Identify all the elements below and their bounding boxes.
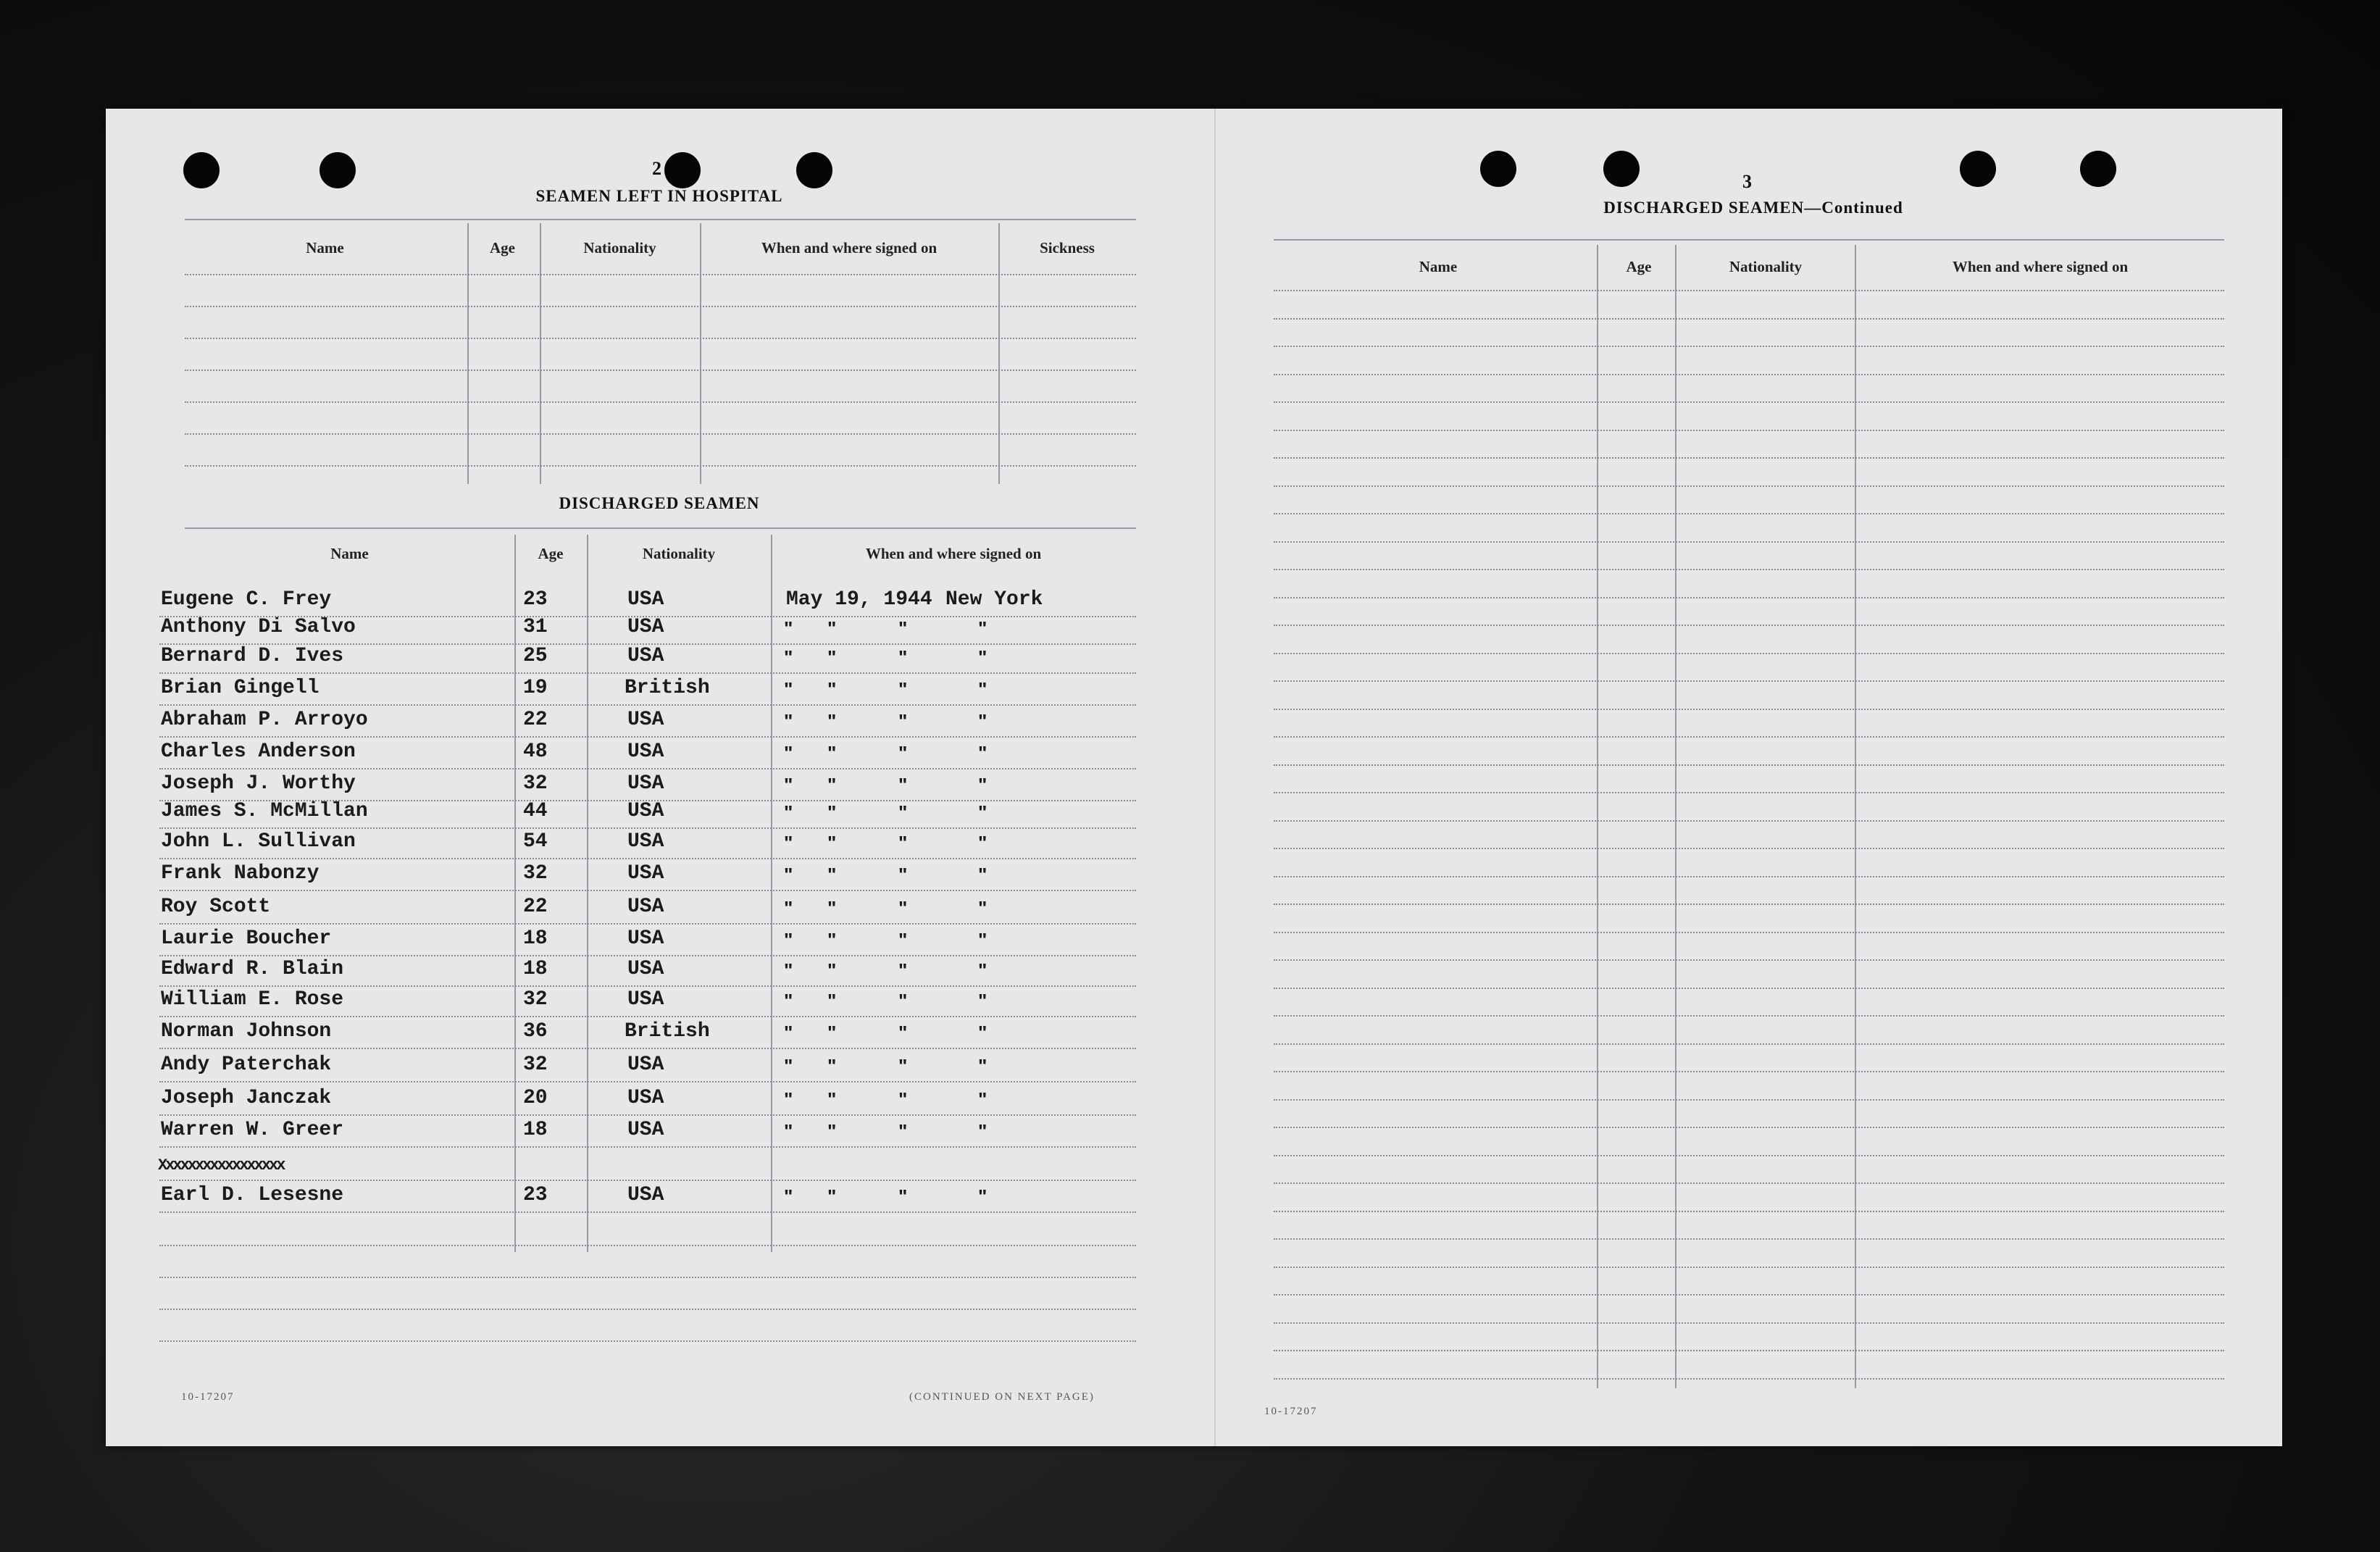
ditto-mark: " bbox=[978, 774, 988, 796]
row-rule bbox=[159, 985, 1136, 987]
ditto-mark: " bbox=[898, 1185, 908, 1207]
column-divider bbox=[1675, 245, 1677, 1388]
row-rule bbox=[159, 736, 1136, 738]
left-form-number: 10-17207 bbox=[181, 1391, 235, 1403]
ditto-mark: " bbox=[784, 1088, 793, 1110]
seaman-age: 25 bbox=[523, 645, 548, 667]
right-row-rule bbox=[1274, 485, 2224, 487]
ditto-mark: " bbox=[898, 832, 908, 854]
ditto-mark: " bbox=[898, 617, 908, 639]
ditto-mark: " bbox=[978, 864, 988, 885]
seaman-name: Warren W. Greer bbox=[161, 1119, 344, 1141]
row-rule bbox=[159, 672, 1136, 674]
right-row-rule bbox=[1274, 1015, 2224, 1017]
seaman-name: Bernard D. Ives bbox=[161, 645, 344, 667]
seaman-age: 32 bbox=[523, 772, 548, 795]
seaman-name: Brian Gingell bbox=[161, 677, 320, 699]
right-row-rule bbox=[1274, 1155, 2224, 1156]
punch-hole bbox=[1480, 151, 1516, 187]
hospital-row-rule bbox=[185, 465, 1136, 467]
discharged-header: Name bbox=[330, 545, 369, 562]
right-row-rule bbox=[1274, 764, 2224, 766]
ditto-mark: " bbox=[978, 1022, 988, 1043]
row-rule bbox=[159, 1180, 1136, 1181]
hospital-header: Age bbox=[490, 239, 515, 256]
signed-on-date: May 19, 1944 bbox=[786, 588, 932, 611]
hospital-row-rule bbox=[185, 433, 1136, 435]
right-row-rule bbox=[1274, 1182, 2224, 1184]
discharged-header: Age bbox=[538, 545, 564, 562]
ditto-mark: " bbox=[784, 801, 793, 823]
ditto-mark: " bbox=[827, 617, 837, 639]
right-row-rule bbox=[1274, 1294, 2224, 1296]
right-row-rule bbox=[1274, 1043, 2224, 1045]
hospital-header: Name bbox=[306, 239, 344, 256]
seaman-name: Roy Scott bbox=[161, 896, 271, 918]
seaman-age: 23 bbox=[523, 588, 548, 611]
right-header: Nationality bbox=[1729, 258, 1803, 275]
right-row-rule bbox=[1274, 1238, 2224, 1240]
row-rule bbox=[159, 955, 1136, 956]
right-row-rule bbox=[1274, 513, 2224, 514]
ditto-mark: " bbox=[827, 646, 837, 668]
ditto-mark: " bbox=[784, 646, 793, 668]
ditto-mark: " bbox=[784, 990, 793, 1011]
hospital-row-rule bbox=[185, 306, 1136, 307]
right-row-rule bbox=[1274, 457, 2224, 459]
right-header: Age bbox=[1626, 258, 1652, 275]
right-row-rule bbox=[1274, 1211, 2224, 1212]
hospital-row-rule bbox=[185, 370, 1136, 371]
right-row-rule bbox=[1274, 374, 2224, 375]
ditto-mark: " bbox=[978, 897, 988, 919]
right-row-rule bbox=[1274, 625, 2224, 626]
table-top-rule bbox=[185, 527, 1136, 529]
right-row-rule bbox=[1274, 820, 2224, 822]
seaman-age: 32 bbox=[523, 988, 548, 1011]
ditto-mark: " bbox=[978, 801, 988, 823]
seaman-age: 31 bbox=[523, 616, 548, 638]
ditto-mark: " bbox=[827, 959, 837, 981]
ditto-mark: " bbox=[978, 1088, 988, 1110]
seaman-age: 22 bbox=[523, 896, 548, 918]
seaman-name: Laurie Boucher bbox=[161, 927, 332, 950]
ditto-mark: " bbox=[784, 897, 793, 919]
ditto-mark: " bbox=[898, 1055, 908, 1077]
seaman-age: 22 bbox=[523, 709, 548, 731]
seaman-nationality: USA bbox=[627, 1087, 664, 1109]
seaman-name: John L. Sullivan bbox=[161, 830, 356, 853]
seaman-age: 19 bbox=[523, 677, 548, 699]
row-rule bbox=[159, 1114, 1136, 1116]
ditto-mark: " bbox=[978, 929, 988, 951]
right-row-rule bbox=[1274, 932, 2224, 933]
seaman-nationality: USA bbox=[627, 740, 664, 763]
ditto-mark: " bbox=[784, 678, 793, 700]
seaman-age: 54 bbox=[523, 830, 548, 853]
ditto-mark: " bbox=[978, 1185, 988, 1207]
ditto-mark: " bbox=[784, 710, 793, 732]
right-form-number: 10-17207 bbox=[1264, 1406, 1318, 1417]
row-rule bbox=[159, 1081, 1136, 1082]
ditto-mark: " bbox=[827, 1120, 837, 1142]
seaman-name: Joseph J. Worthy bbox=[161, 772, 356, 795]
seaman-nationality: British bbox=[625, 1020, 710, 1043]
row-rule bbox=[159, 1146, 1136, 1148]
hospital-header: Nationality bbox=[583, 239, 656, 256]
table-top-rule bbox=[1274, 239, 2224, 241]
row-rule bbox=[159, 1211, 1136, 1213]
ditto-mark: " bbox=[827, 1185, 837, 1207]
right-title: DISCHARGED SEAMEN—Continued bbox=[1603, 199, 1903, 217]
hospital-title: SEAMEN LEFT IN HOSPITAL bbox=[535, 187, 783, 205]
right-row-rule bbox=[1274, 290, 2224, 291]
punch-hole bbox=[796, 152, 832, 188]
seaman-name: James S. McMillan bbox=[161, 800, 368, 822]
row-rule bbox=[159, 1016, 1136, 1017]
right-row-rule bbox=[1274, 1350, 2224, 1351]
seaman-nationality: USA bbox=[627, 645, 664, 667]
column-divider bbox=[514, 535, 516, 1252]
right-row-rule bbox=[1274, 1378, 2224, 1380]
right-row-rule bbox=[1274, 1127, 2224, 1128]
ditto-mark: " bbox=[784, 832, 793, 854]
seaman-age: 44 bbox=[523, 800, 548, 822]
column-divider bbox=[540, 223, 541, 484]
ditto-mark: " bbox=[827, 929, 837, 951]
left-page-number: 2 bbox=[652, 158, 661, 179]
seaman-name: Edward R. Blain bbox=[161, 958, 344, 980]
discharged-header: Nationality bbox=[642, 545, 716, 562]
seaman-nationality: USA bbox=[627, 800, 664, 822]
punch-hole bbox=[1603, 151, 1640, 187]
seaman-nationality: USA bbox=[627, 709, 664, 731]
ditto-mark: " bbox=[978, 646, 988, 668]
seaman-name: Norman Johnson bbox=[161, 1020, 332, 1043]
row-rule bbox=[159, 923, 1136, 925]
column-divider bbox=[1855, 245, 1856, 1388]
right-row-rule bbox=[1274, 904, 2224, 905]
ditto-mark: " bbox=[784, 1185, 793, 1207]
struck-out-name: Xxxxxxxxxxxxxxxxx bbox=[158, 1156, 284, 1175]
right-row-rule bbox=[1274, 959, 2224, 961]
seaman-nationality: USA bbox=[627, 1184, 664, 1206]
right-row-rule bbox=[1274, 1267, 2224, 1268]
row-rule bbox=[159, 890, 1136, 891]
punch-hole bbox=[664, 152, 701, 188]
ditto-mark: " bbox=[898, 1088, 908, 1110]
seaman-nationality: USA bbox=[627, 896, 664, 918]
ditto-mark: " bbox=[784, 864, 793, 885]
right-row-rule bbox=[1274, 430, 2224, 431]
ditto-mark: " bbox=[827, 801, 837, 823]
ditto-mark: " bbox=[978, 742, 988, 764]
ditto-mark: " bbox=[898, 864, 908, 885]
column-divider bbox=[1597, 245, 1598, 1388]
blank-row-rule bbox=[159, 1277, 1136, 1278]
seaman-nationality: USA bbox=[627, 927, 664, 950]
right-row-rule bbox=[1274, 988, 2224, 989]
hospital-row-rule bbox=[185, 338, 1136, 339]
row-rule bbox=[159, 768, 1136, 769]
right-row-rule bbox=[1274, 1322, 2224, 1324]
ditto-mark: " bbox=[827, 897, 837, 919]
ditto-mark: " bbox=[827, 678, 837, 700]
row-rule bbox=[159, 858, 1136, 859]
ditto-mark: " bbox=[827, 1088, 837, 1110]
seaman-name: Charles Anderson bbox=[161, 740, 356, 763]
discharged-title: DISCHARGED SEAMEN bbox=[559, 494, 760, 512]
hospital-header: When and where signed on bbox=[761, 239, 938, 256]
seaman-age: 36 bbox=[523, 1020, 548, 1043]
ditto-mark: " bbox=[784, 617, 793, 639]
row-rule bbox=[159, 827, 1136, 829]
right-row-rule bbox=[1274, 709, 2224, 710]
column-divider bbox=[700, 223, 701, 484]
ditto-mark: " bbox=[898, 1120, 908, 1142]
ditto-mark: " bbox=[978, 959, 988, 981]
seaman-age: 20 bbox=[523, 1087, 548, 1109]
hospital-row-rule bbox=[185, 274, 1136, 275]
right-row-rule bbox=[1274, 848, 2224, 849]
table-top-rule bbox=[185, 219, 1136, 220]
ditto-mark: " bbox=[898, 990, 908, 1011]
seaman-name: Abraham P. Arroyo bbox=[161, 709, 368, 731]
seaman-nationality: USA bbox=[627, 588, 664, 611]
row-rule bbox=[159, 704, 1136, 706]
ditto-mark: " bbox=[784, 742, 793, 764]
ditto-mark: " bbox=[784, 929, 793, 951]
seaman-nationality: British bbox=[625, 677, 710, 699]
ditto-mark: " bbox=[978, 1120, 988, 1142]
right-row-rule bbox=[1274, 876, 2224, 877]
ditto-mark: " bbox=[898, 929, 908, 951]
ditto-mark: " bbox=[898, 742, 908, 764]
ditto-mark: " bbox=[827, 864, 837, 885]
ditto-mark: " bbox=[898, 646, 908, 668]
right-row-rule bbox=[1274, 1071, 2224, 1072]
right-row-rule bbox=[1274, 792, 2224, 793]
punch-hole bbox=[2080, 151, 2116, 187]
right-row-rule bbox=[1274, 597, 2224, 598]
ditto-mark: " bbox=[827, 774, 837, 796]
right-header: When and where signed on bbox=[1952, 258, 2129, 275]
punch-hole bbox=[1960, 151, 1996, 187]
ditto-mark: " bbox=[978, 832, 988, 854]
ditto-mark: " bbox=[827, 990, 837, 1011]
blank-row-rule bbox=[159, 1309, 1136, 1310]
seaman-name: Eugene C. Frey bbox=[161, 588, 332, 611]
right-row-rule bbox=[1274, 346, 2224, 347]
column-divider bbox=[467, 223, 469, 484]
ditto-mark: " bbox=[784, 1022, 793, 1043]
seaman-name: Frank Nabonzy bbox=[161, 862, 320, 885]
punch-hole bbox=[320, 152, 356, 188]
right-row-rule bbox=[1274, 401, 2224, 403]
right-row-rule bbox=[1274, 653, 2224, 654]
hospital-header: Sickness bbox=[1040, 239, 1095, 256]
ditto-mark: " bbox=[978, 710, 988, 732]
ditto-mark: " bbox=[784, 1120, 793, 1142]
seaman-name: Andy Paterchak bbox=[161, 1054, 332, 1076]
ditto-mark: " bbox=[898, 801, 908, 823]
ditto-mark: " bbox=[784, 774, 793, 796]
seaman-nationality: USA bbox=[627, 1054, 664, 1076]
page-spine bbox=[1214, 109, 1216, 1446]
seaman-name: William E. Rose bbox=[161, 988, 344, 1011]
seaman-age: 23 bbox=[523, 1184, 548, 1206]
right-row-rule bbox=[1274, 541, 2224, 543]
ditto-mark: " bbox=[827, 1022, 837, 1043]
column-divider bbox=[587, 535, 588, 1252]
row-rule bbox=[159, 1048, 1136, 1049]
ditto-mark: " bbox=[978, 990, 988, 1011]
ditto-mark: " bbox=[898, 959, 908, 981]
seaman-age: 48 bbox=[523, 740, 548, 763]
ditto-mark: " bbox=[978, 1055, 988, 1077]
ditto-mark: " bbox=[784, 959, 793, 981]
right-header: Name bbox=[1419, 258, 1458, 275]
seaman-nationality: USA bbox=[627, 958, 664, 980]
signed-on-place: New York bbox=[945, 588, 1043, 611]
right-row-rule bbox=[1274, 569, 2224, 570]
ditto-mark: " bbox=[827, 1055, 837, 1077]
blank-row-rule bbox=[159, 1245, 1136, 1246]
ditto-mark: " bbox=[898, 1022, 908, 1043]
ditto-mark: " bbox=[898, 774, 908, 796]
ditto-mark: " bbox=[978, 617, 988, 639]
ditto-mark: " bbox=[827, 832, 837, 854]
ditto-mark: " bbox=[898, 897, 908, 919]
seaman-age: 32 bbox=[523, 1054, 548, 1076]
right-row-rule bbox=[1274, 680, 2224, 682]
right-page-number: 3 bbox=[1742, 171, 1752, 192]
ditto-mark: " bbox=[827, 742, 837, 764]
ditto-mark: " bbox=[827, 710, 837, 732]
ditto-mark: " bbox=[978, 678, 988, 700]
seaman-nationality: USA bbox=[627, 830, 664, 853]
seaman-nationality: USA bbox=[627, 862, 664, 885]
right-row-rule bbox=[1274, 1099, 2224, 1101]
hospital-row-rule bbox=[185, 401, 1136, 403]
seaman-name: Anthony Di Salvo bbox=[161, 616, 356, 638]
seaman-nationality: USA bbox=[627, 1119, 664, 1141]
ditto-mark: " bbox=[898, 710, 908, 732]
seaman-age: 32 bbox=[523, 862, 548, 885]
punch-hole bbox=[183, 152, 220, 188]
seaman-nationality: USA bbox=[627, 772, 664, 795]
right-row-rule bbox=[1274, 736, 2224, 738]
ditto-mark: " bbox=[898, 678, 908, 700]
column-divider bbox=[771, 535, 772, 1252]
seaman-name: Joseph Janczak bbox=[161, 1087, 332, 1109]
seaman-nationality: USA bbox=[627, 988, 664, 1011]
seaman-age: 18 bbox=[523, 927, 548, 950]
seaman-age: 18 bbox=[523, 1119, 548, 1141]
seaman-age: 18 bbox=[523, 958, 548, 980]
seaman-nationality: USA bbox=[627, 616, 664, 638]
column-divider bbox=[998, 223, 1000, 484]
right-row-rule bbox=[1274, 318, 2224, 320]
ditto-mark: " bbox=[784, 1055, 793, 1077]
continued-note: (CONTINUED ON NEXT PAGE) bbox=[909, 1391, 1095, 1403]
seaman-name: Earl D. Lesesne bbox=[161, 1184, 344, 1206]
discharged-header: When and where signed on bbox=[865, 545, 1042, 562]
blank-row-rule bbox=[159, 1340, 1136, 1342]
